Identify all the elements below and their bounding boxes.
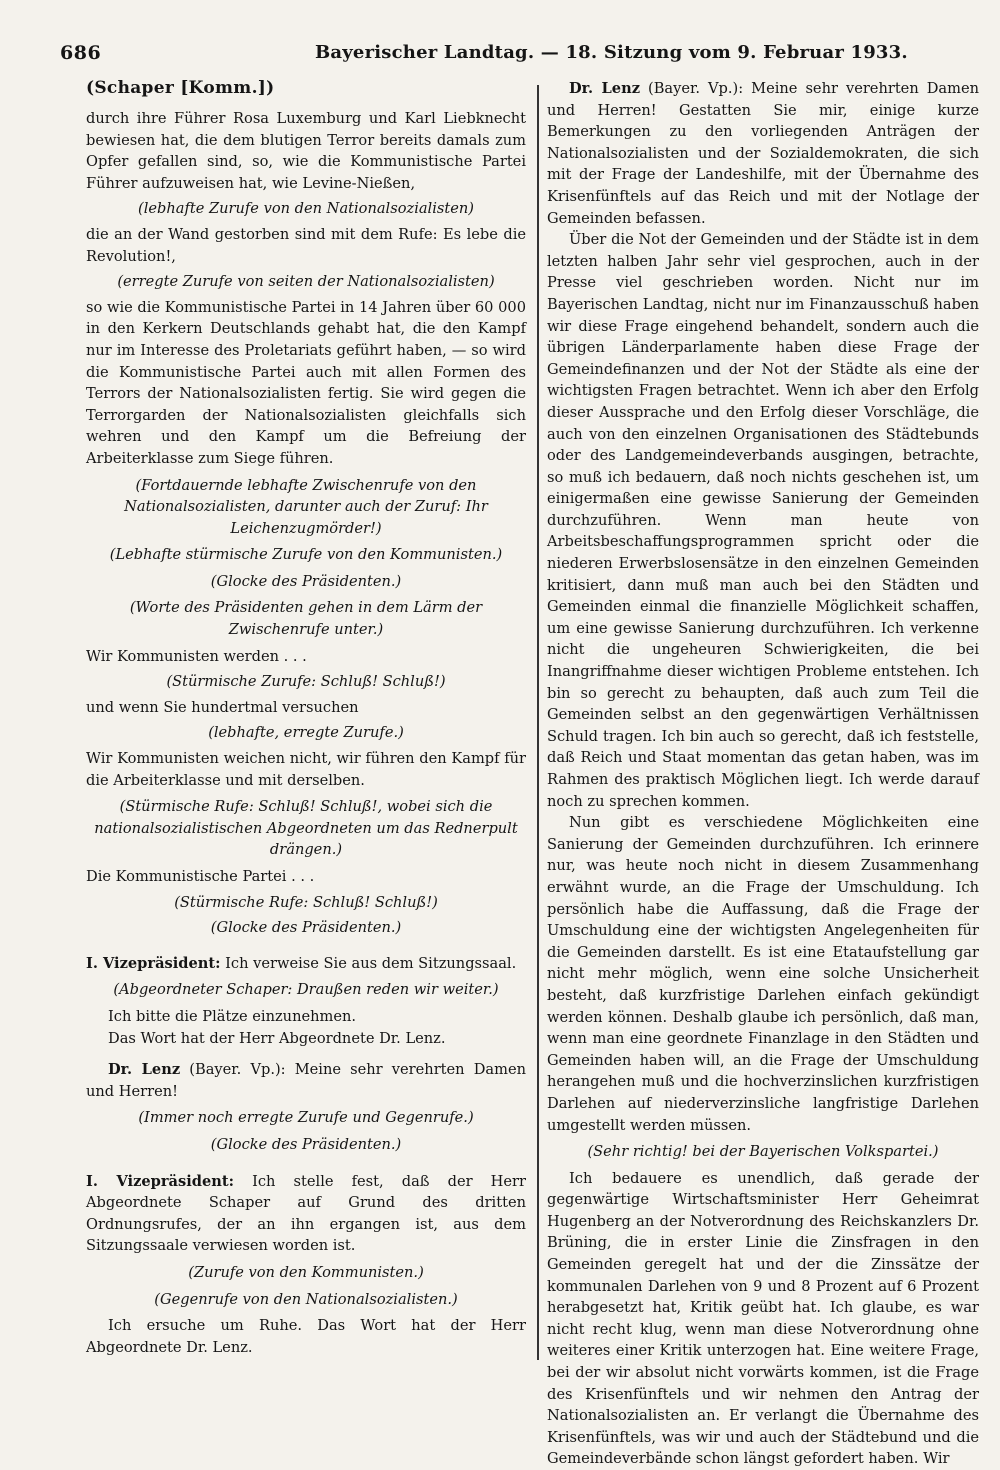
- speaker-name: I. Vizepräsident:: [86, 1172, 234, 1190]
- paragraph: Über die Not der Gemeinden und der Städte ist in dem letzten halben Jahr sehr viel gesprochen, auch in der Presse viel geschrieben worden. Nicht nur im Bayerischen Landtag, nicht nur im Finanzausschuß haben wir diese Frage eingehend behandelt, sondern auch die übrigen Länderparlamente haben diese Frage der Gemeindefinanzen und der Not der Städte als eine der wichtigsten Fragen betrachtet. Wenn ich aber den Erfolg dieser Aussprache und den Erfolg dieser Vorschläge, die auch von den einzelnen Organisationen des Städtebunds oder des Landgemeindeverbands ausgingen, betrachte, so muß ich bedauern, daß noch nichts geschehen ist, um einigermaßen eine gewisse Sanierung der Gemeinden durchzuführen. Wenn man heute von Arbeitsbeschaffungsprogrammen spricht oder die niederen Erwerbslosensätze in den einzelnen Gemeinden kritisiert, dann muß man auch bei den Städten und Gemeinden einmal die finanzielle Möglichkeit schaffen, um eine gewisse Sanierung durchzuführen. Ich verkenne nicht die ungeheuren Schwierigkeiten, die bei Inangriffnahme dieser wichtigen Probleme entstehen. Ich bin so gerecht zu behaupten, daß auch zum Teil die Gemeinden selbst an den gegenwärtigen Verhältnissen Schuld tragen. Ich bin auch so gerecht, daß ich feststelle, daß Reich und Staat momentan das getan haben, was im Rahmen des praktisch Möglichen liegt. Ich werde darauf noch zu sprechen kommen.: [547, 231, 979, 810]
- stage-direction: (Zurufe von den Kommunisten.): [188, 1263, 424, 1281]
- paragraph: durch ihre Führer Rosa Luxemburg und Karl Liebknecht bewiesen hat, die dem blutigen Terror bereits damals zum Opfer gefallen sind, so, wie die Kommunistische Partei Führer aufzuweisen hat, wie Levine-Nießen,: [86, 110, 526, 192]
- paragraph: die an der Wand gestorben sind mit dem Rufe: Es lebe die Revolution!,: [86, 225, 526, 265]
- stage-direction: (Lebhafte stürmische Zurufe von den Kommunisten.): [109, 546, 503, 564]
- speech-paragraph: [86, 1171, 526, 1257]
- column-divider: [537, 85, 539, 1360]
- speech-text: Ich verweise Sie aus dem Sitzungssaal.: [225, 954, 517, 972]
- paragraph: Das Wort hat der Herr Abgeordnete Dr. Lenz.: [108, 1029, 446, 1047]
- stage-direction: (Stürmische Zurufe: Schluß! Schluß!): [166, 673, 446, 691]
- stage-direction: (Worte des Präsidenten gehen in dem Lärm der Zwischenrufe unter.): [129, 599, 483, 639]
- speaker-continuation-label: (Schaper [Komm.]): [86, 78, 275, 98]
- paragraph: so wie die Kommunistische Partei in 14 Jahren über 60 000 in den Kerkern Deutschlands gehabt hat, die den Kampf nur im Interesse des Proletariats geführt haben, — so wird die Kommunistische Partei auch mit allen Formen des Terrors der Nationalsozialisten fertig. Sie wird gegen die Terrorgarden der Nationalsozialisten gleichfalls sich wehren und den Kampf um die Befreiung der Arbeiterklasse zum Siege führen.: [86, 298, 526, 467]
- paragraph: Wir Kommunisten werden . . .: [86, 647, 307, 665]
- stage-direction: (lebhafte, erregte Zurufe.): [208, 724, 404, 742]
- page-number: 686: [60, 42, 102, 64]
- paragraph: Ich bitte die Plätze einzunehmen.: [108, 1007, 357, 1025]
- stage-direction: (Glocke des Präsidenten.): [210, 919, 402, 937]
- paragraph: Wir Kommunisten weichen nicht, wir führen den Kampf für die Arbeiterklasse und mit derselben.: [86, 750, 526, 789]
- stage-direction: (Stürmische Rufe: Schluß! Schluß!): [174, 893, 438, 911]
- stage-direction: (Fortdauernde lebhafte Zwischenrufe von den Nationalsozialisten, darunter auch der Zuruf: Ihr Leichenzugmörder!): [124, 476, 488, 537]
- speaker-name: Dr. Lenz: [569, 80, 640, 97]
- paragraph: Ich ersuche um Ruhe. Das Wort hat der Herr Abgeordnete Dr. Lenz.: [86, 1317, 526, 1356]
- paragraph: Nun gibt es verschiedene Möglichkeiten eine Sanierung der Gemeinden durchzuführen. Ich erinnere nur, was heute noch nicht in diesem Zusammenhang erwähnt wurde, an die Frage der Umschuldung. Ich persönlich habe die Auffassung, daß die Frage der Umschuldung eine der wichtigsten Angelegenheiten für die Gemeinden darstellt. Es ist eine Etataufstellung gar nicht mehr möglich, wenn eine solche Unsicherheit besteht, daß kurzfristige Darlehen einfach gekündigt werden können. Deshalb glaube ich persönlich, daß man, wenn man eine geordnete Finanzlage in den Städten und Gemeinden haben will, an die Frage der Umschuldung herangehen muß und die hochverzinslichen kurzfristigen Darlehen auf niederverzinsliche langfristige Darlehen umgestellt werden müssen.: [547, 814, 979, 1134]
- speech-text: Ich stelle fest, daß der Herr Abgeordnete Schaper auf Grund des dritten Ordnungsrufes, der an ihn ergangen ist, aus dem Sitzungssaale verwiesen worden ist.: [86, 1172, 527, 1255]
- speaker-name: Dr. Lenz: [108, 1061, 181, 1079]
- stage-direction: (Immer noch erregte Zurufe und Gegenrufe.): [138, 1109, 474, 1127]
- stage-direction: (Glocke des Präsidenten.): [210, 572, 402, 590]
- paragraph: Ich bedauere es unendlich, daß gerade der gegenwärtige Wirtschaftsminister Herr Geheimrat Hugenberg an der Notverordnung des Reichskanzlers Dr. Brüning, die in erster Linie die Zinsfragen in den Gemeinden geregelt hat und der die Zinssätze der kommunalen Darlehen von 9 und 8 Prozent auf 6 Prozent herabgesetzt hat, Kritik geübt hat. Ich glaube, es war nicht recht klug, wenn man diese Notverordnung ohne weiteres einer Kritik unterzogen hat. Eine weitere Frage, bei der wir absolut nicht vorwärts kommen, ist die Frage des Krisenfünftels und wir nehmen den Antrag der Nationalsozialisten an. Er verlangt die Übernahme des Krisenfünftels, was wir und auch der Städtebund und die Gemeindeverbände schon längst gefordert haben. Wir: [547, 1169, 979, 1468]
- right-column: [547, 78, 979, 1470]
- speech-text: (Bayer. Vp.): Meine sehr verehrten Damen und Herren!: [86, 1061, 526, 1100]
- stage-direction: (Stürmische Rufe: Schluß! Schluß!, wobei sich die nationalsozialistischen Abgeordneten um das Rednerpult drängen.): [94, 798, 518, 859]
- running-title: Bayerischer Landtag. — 18. Sitzung vom 9. Februar 1933.: [315, 42, 908, 63]
- left-column: [86, 78, 526, 1358]
- speech-text: (Bayer. Vp.): Meine sehr verehrten Damen und Herren! Gestatten Sie mir, einige kurze Bemerkungen zu den vorliegenden Anträgen der Nationalsozialisten und der Sozialdemokraten, die sich mit der Frage der Landeshilfe, mit der Übernahme des Krisenfünftels auf das Reich und mit der Notlage der Gemeinden befassen.: [547, 80, 979, 227]
- stage-direction: (erregte Zurufe von seiten der Nationalsozialisten): [117, 273, 495, 291]
- page-header: [60, 42, 960, 66]
- stage-direction: (Gegenrufe von den Nationalsozialisten.): [154, 1290, 458, 1308]
- paragraph: Die Kommunistische Partei . . .: [86, 868, 315, 885]
- stage-direction: (Sehr richtig! bei der Bayerischen Volkspartei.): [587, 1143, 939, 1161]
- speaker-name: I. Vizepräsident:: [86, 954, 221, 972]
- speech-paragraph: [86, 953, 526, 975]
- speech-paragraph: [86, 1059, 526, 1102]
- speech-paragraph: [547, 78, 979, 229]
- stage-direction: (lebhafte Zurufe von den Nationalsozialisten): [138, 200, 474, 218]
- paragraph: und wenn Sie hundertmal versuchen: [86, 698, 359, 716]
- stage-direction: (Glocke des Präsidenten.): [210, 1135, 402, 1153]
- stage-direction: (Abgeordneter Schaper: Draußen reden wir weiter.): [113, 981, 499, 999]
